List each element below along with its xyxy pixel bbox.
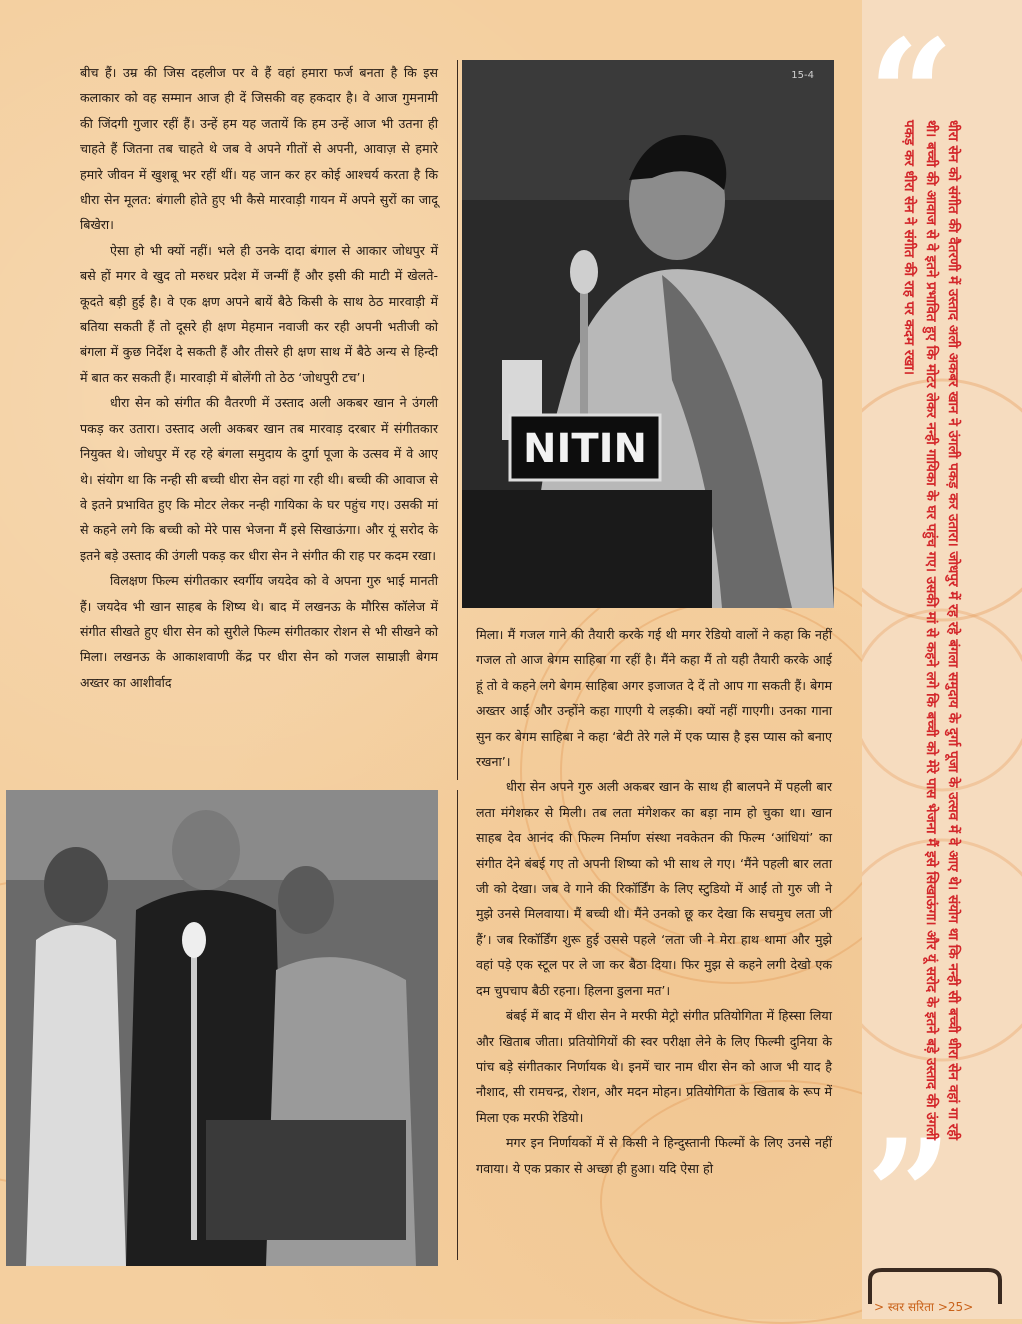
paragraph: बंबई में बाद में धीरा सेन ने मरफी मेट्रो संगीत प्रतियोगिता में हिस्सा लिया और खिताब जीता। प्रतियोगियों की स्वर परीक्षा लेने के लिए फिल्मी दुनिया के पांच बड़े संगीतकार निर्णायक थे। इनमें चार नाम धीरा सेन को आज भी याद है नौशाद, सी रामचन्द्र, रोशन, और मदन मोहन। प्रतियोगिता के खिताब के रूप में मिला एक मरफी रेडियो।	[476, 1008, 832, 1125]
column-divider	[457, 790, 458, 1260]
paragraph: मिला। मैं गजल गाने की तैयारी करके गई थी मगर रेडियो वालों ने कहा कि नहीं गजल तो आज बेगम साहिबा गा रहीं है। मैंने कहा मैं तो यही तैयारी करके आई हूं तो वे कहने लगे बेगम साहिबा अगर इजाजत दे दें तो आप गा सकती हैं। बेगम अख्तर आईं और उन्होंने कहा गाएगी ये लड़की। क्यों नहीं गाएगी। उनका गाना सुन कर बेगम साहिबा ने कहा ‘बेटी तेरे गले में एक प्यास है इस प्यास को बनाए रखना’।	[476, 627, 832, 770]
footer-page-number: 25	[947, 1300, 964, 1314]
mic-label-text: NITIN	[522, 426, 648, 472]
paragraph: बीच हैं। उम्र की जिस दहलीज पर वे हैं वहां हमारा फर्ज बनता है कि इस कलाकार को वह सम्मान आज ही दें जिसकी वह हकदार है। वे आज गुमनामी की जिंदगी गुजार रहीं हैं। उन्हें हम यह जतायें कि हम उन्हें आज भी उतना ही चाहते हैं जितना तब चाहते थे जब वे अपने गीतों से अपनी, आवाज़ से हमारे हमारे जीवन में खुशबू भर रहीं थीं। यह जान कर हर कोई आश्चर्य करता है कि धीरा सेन मूलत: बंगाली होते हुए भी कैसे मारवाड़ी गायन में अपने सुरों का जादू बिखेरा।	[80, 65, 438, 233]
article-column-right	[476, 622, 832, 1181]
footer-suffix: >	[937, 1300, 948, 1314]
column-divider	[457, 60, 458, 780]
pull-quote-text: धीरा सेन को संगीत की वैतरणी में उस्ताद अली अकबर खान ने उंगली पकड़ कर उतारा। जोधपुर में रह रहे बंगला समुदाय के दुर्गा पूजा के उत्सव में वे आए थे। संयोग था कि नन्ही सी बच्ची धीरा सेन वहां गा रही थी। बच्ची की आवाज से वे इतने प्रभावित हुए कि मोटर लेकर नन्ही गायिका के घर पहुंच गए। उसकी मां से कहने लगे कि बच्ची को मेरे पास भेजना मैं इसे सिखाऊंगा। और यूं सरोद के इतने बड़े उस्ताद की उंगली पकड़ कर धीरा सेन ने संगीत की राह पर कदम रखा।	[901, 120, 961, 1140]
footer-suffix: >	[963, 1300, 974, 1314]
paragraph: धीरा सेन को संगीत की वैतरणी में उस्ताद अली अकबर खान ने उंगली पकड़ कर उतारा। उस्ताद अली अकबर खान तब मारवाड़ दरबार में संगीतकार नियुक्त थे। जोधपुर में रह रहे बंगला समुदाय के दुर्गा पूजा के उत्सव में वे आए थे। संयोग था कि नन्ही सी बच्ची धीरा सेन वहां गा रही थी। बच्ची की आवाज से वे इतने प्रभावित हुए कि मोटर लेकर नन्ही गायिका के घर पहुंच गए। उसकी मां से कहने लगे कि बच्ची को मेरे पास भेजना मैं इसे सिखाऊंगा। और यूं सरोद के इतने बड़े उस्ताद की उंगली पकड़ कर धीरा सेन ने संगीत की राह पर कदम रखा।	[80, 395, 438, 563]
close-quote-icon: ”	[866, 1107, 953, 1283]
footer-page-label	[874, 1298, 973, 1315]
footer-magazine-name: स्वर सरिता	[887, 1300, 935, 1314]
photo-group-illustration	[6, 790, 438, 1266]
photo-singer-illustration	[462, 60, 834, 608]
article-column-left	[80, 60, 438, 695]
photo-singer-at-microphone	[462, 60, 834, 608]
photo-group-at-stage	[6, 790, 438, 1266]
paragraph: धीरा सेन अपने गुरु अली अकबर खान के साथ ही बालपने में पहली बार लता मंगेशकर से मिली। तब लता मंगेशकर का बड़ा नाम हो चुका था। खान साहब देव आनंद की फिल्म निर्माण संस्था नवकेतन की फिल्म ‘आंधियां’ का संगीत देने बंबई गए तो अपनी शिष्या को भी साथ ले गए। ‘मैंने पहली बार लता जी को देखा। जब वे गाने की रिकॉर्डिंग के लिए स्टुडियो में आईं तो गुरु जी ने मुझे उनसे मिलवाया। मैं बच्ची थी। मैंने उनको छू कर देखा कि सचमुच लता जी हैं’। जब रिकॉर्डिंग शुरू हुई उससे पहले ‘लता जी ने मेरा हाथ थामा और मुझे वहां पड़े एक स्टूल पर ले जा कर बैठा दिया। फिर मुझ से कहने लगी देखो एक दम चुपचाप बैठी रहना। हिलना डुलना मत’।	[476, 779, 832, 998]
photo-corner-mark: 15-4	[791, 70, 814, 81]
paragraph: विलक्षण फिल्म संगीतकार स्वर्गीय जयदेव को वे अपना गुरु भाई मानती हैं। जयदेव भी खान साहब के शिष्य थे। बाद में लखनऊ के मौरिस कॉलेज में संगीत सीखते हुए धीरा सेन को सुरीले फिल्म संगीतकार रोशन से भी सीखने को मिला। लखनऊ के आकाशवाणी केंद्र पर धीरा सेन को गजल साम्राज्ञी बेगम अख्तर का आशीर्वाद	[80, 573, 438, 690]
paragraph: ऐसा हो भी क्यों नहीं। भले ही उनके दादा बंगाल से आकार जोधपुर में बसे हों मगर वे खुद तो मरुधर प्रदेश में जन्मीं हैं और इसी की माटी में खेलते-कूदते बड़ी हुई है। वे एक क्षण अपने बायें बैठे किसी के साथ ठेठ मारवाड़ी में बतिया सकती हैं तो दूसरे ही क्षण मेहमान नवाजी कर रही अपनी भतीजी को बंगला में कुछ निर्देश दे सकती हैं और तीसरे ही क्षण साथ में बैठे अन्य से हिन्दी में बात कर सकती हैं। मारवाड़ी में बोलेंगी तो ठेठ ‘जोधपुरी टच’।	[80, 242, 438, 385]
footer-prefix: >	[874, 1300, 885, 1314]
open-quote-icon: “	[868, 7, 955, 183]
paragraph: मगर इन निर्णायकों में से किसी ने हिन्दुस्तानी फिल्मों के लिए उनसे नहीं गवाया। ये एक प्रकार से अच्छा ही हुआ। यदि ऐसा हो	[476, 1135, 832, 1176]
